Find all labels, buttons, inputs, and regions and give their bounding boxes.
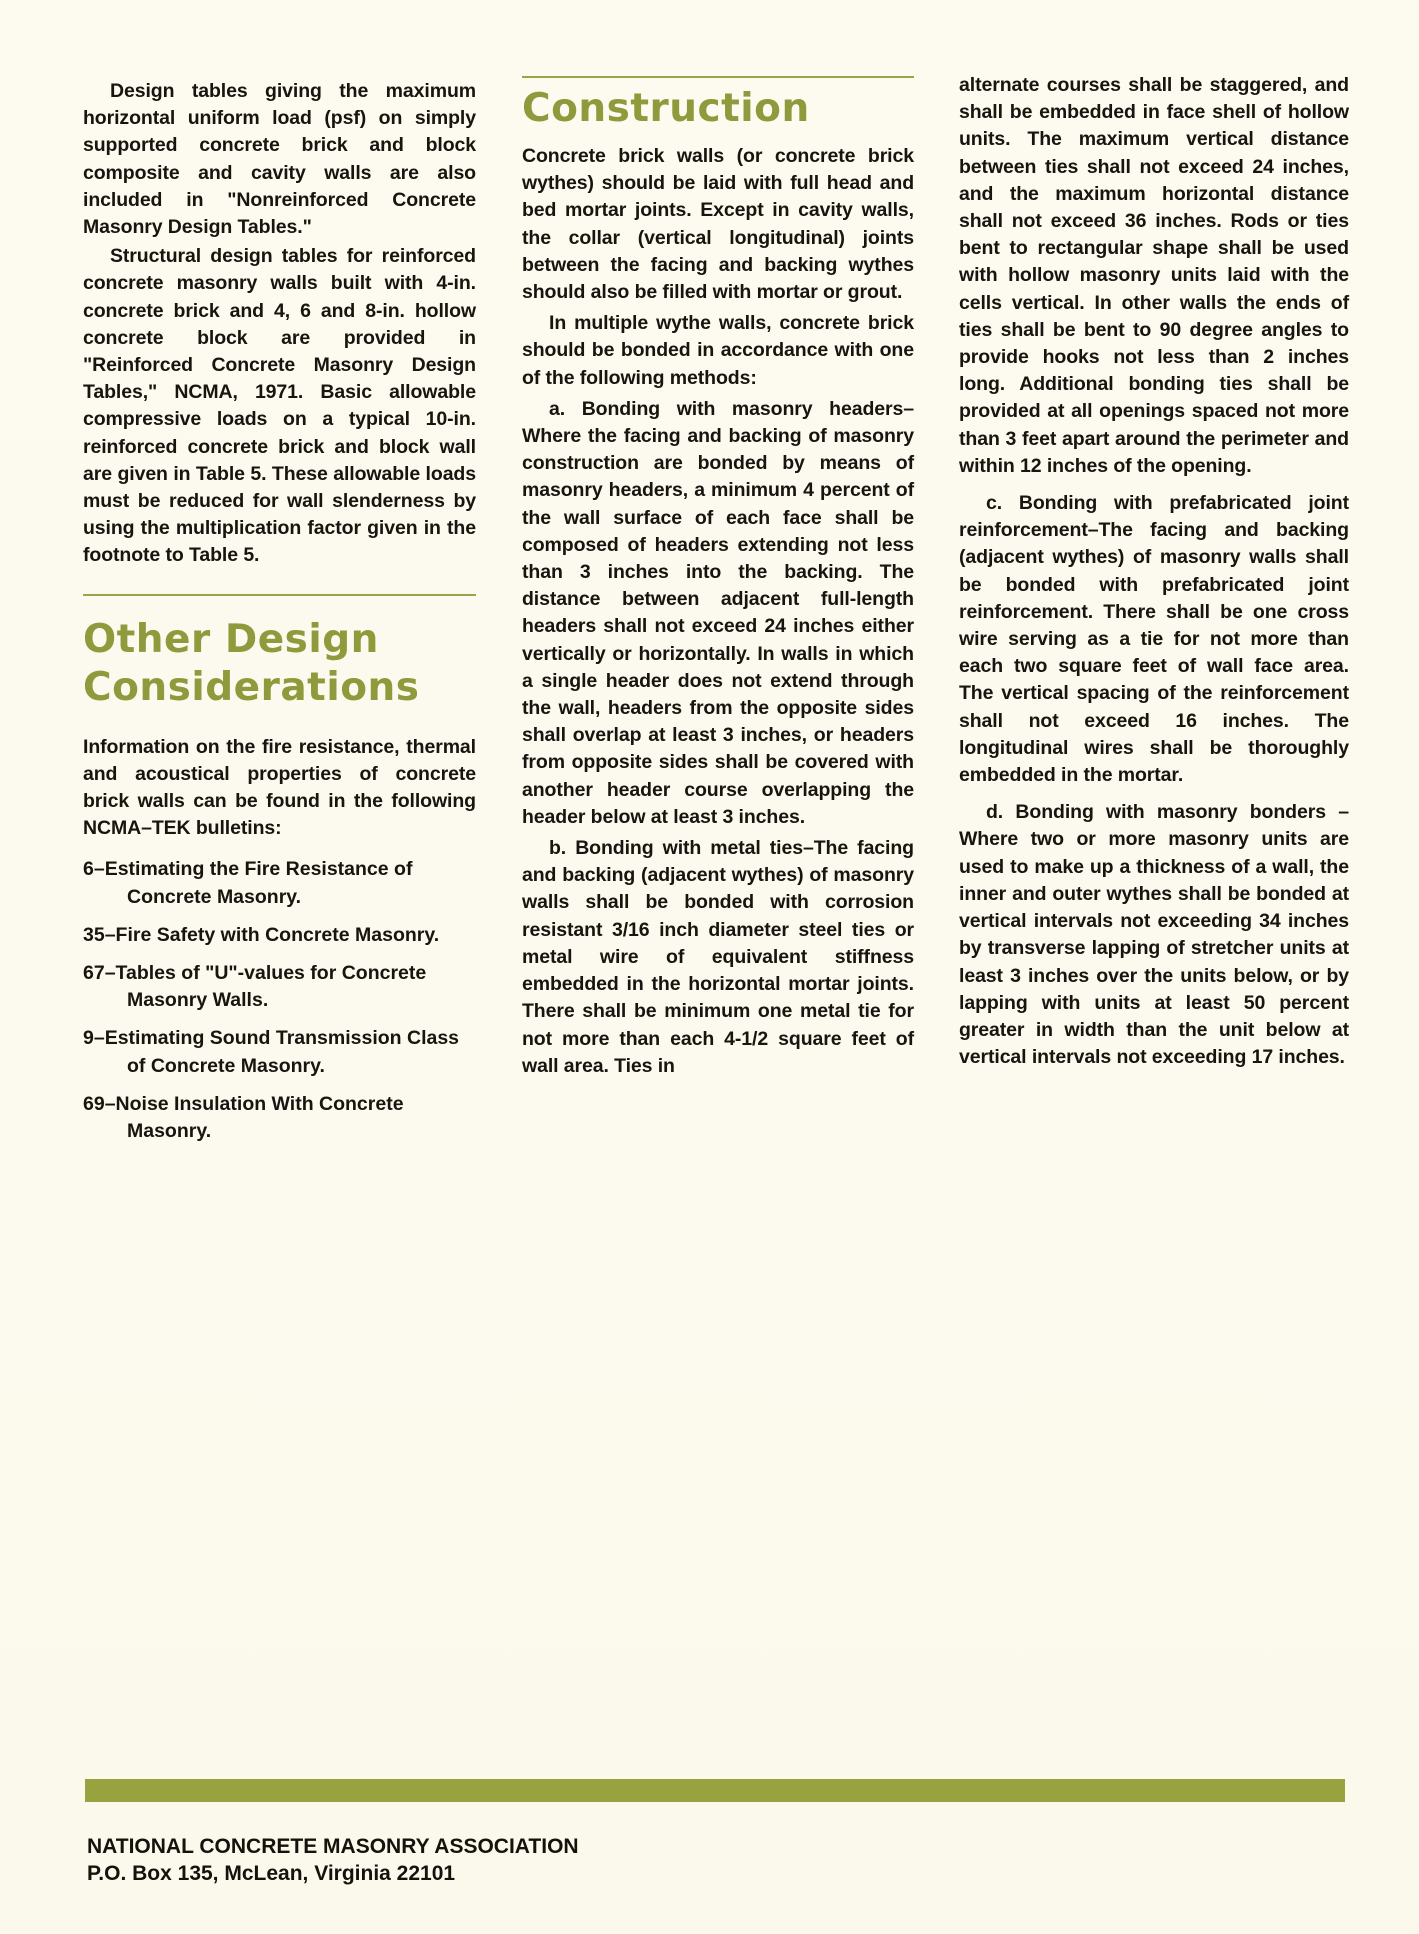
body-paragraph: In multiple wythe walls, concrete brick should be bonded in accordance with one of the following methods: — [522, 312, 914, 389]
bulletin-item: 9–Estimating Sound Transmission Class of Concrete Masonry. — [83, 1027, 460, 1077]
section-divider — [83, 594, 476, 596]
publisher-address: P.O. Box 135, McLean, Virginia 22101 — [87, 1862, 456, 1885]
body-paragraph: alternate courses shall be staggered, and shall be embedded in face shell of hollow units. The maximum vertical distance between ties shall not exceed 24 inches, and the maximum horizontal distance shall not exceed 36 inches. Rods or ties bent to rectangular shape shall be used with hollow masonry units laid with the cells vertical. In other walls the ends of ties shall be bent to 90 degree angles to provide hooks not less than 2 inches long. Additional bonding ties shall be provided at all openings spaced not more than 3 feet apart around the perimeter and within 12 inches of the opening. — [959, 74, 1349, 477]
heading-line: Considerations — [83, 664, 420, 710]
bulletin-item: 69–Noise Insulation With Concrete Masonry. — [83, 1092, 404, 1143]
section-heading-construction: Construction — [522, 86, 810, 131]
body-paragraph: Structural design tables for reinforced concrete masonry walls built with 4-in. concrete brick and 4, 6 and 8-in. hollow concrete block are provided in "Reinforced Concrete Masonry Design Tables," NCMA, 1971. Basic allowable compressive loads on a typical 10-in. reinforced concrete brick and block wall are given in Table 5. These allowable loads must be reduced for wall slenderness by using the multiplication factor given in the footnote to Table 5. — [83, 245, 476, 567]
body-paragraph: Information on the fire resistance, thermal and acoustical properties of concrete brick walls can be found in the following NCMA–TEK bulletins: — [83, 735, 476, 840]
publisher-name: NATIONAL CONCRETE MASONRY ASSOCIATION — [87, 1835, 579, 1858]
column-left — [83, 78, 476, 1156]
bulletin-item: 67–Tables of "U"-values for Concrete Masonry Walls. — [83, 962, 427, 1012]
body-paragraph: c. Bonding with prefabricated joint reinforcement–The facing and backing (adjacent wythes) of masonry walls shall be bonded with prefabricated joint reinforcement. There shall be one cross wire serving as a tie for not more than each two square feet of wall face area. The vertical spacing of the reinforcement shall not exceed 16 inches. The longitudinal wires shall be thoroughly embedded in the mortar. — [959, 492, 1349, 787]
footer-color-bar — [85, 1779, 1345, 1802]
body-paragraph: d. Bonding with masonry bonders –Where two or more masonry units are used to make up a thickness of a wall, the inner and outer wythes shall be bonded at vertical intervals not exceeding 34 inches by transverse lapping of stretcher units at least 3 inches over the units below, or by lapping with units at least 50 percent greater in width than the unit below at vertical intervals not exceeding 17 inches. — [959, 801, 1349, 1069]
section-divider — [522, 76, 914, 78]
section-heading-other-design — [83, 616, 476, 712]
publisher-footer — [87, 1833, 579, 1887]
bulletin-list — [83, 856, 476, 1145]
body-paragraph: Concrete brick walls (or concrete brick wythes) should be laid with full head and bed mortar joints. Except in cavity walls, the collar (vertical longitudinal) joints between the facing and backing wythes should also be filled with mortar or grout. — [522, 145, 914, 304]
bulletin-item: 35–Fire Safety with Concrete Masonry. — [83, 923, 440, 946]
heading-line: Other Design — [83, 616, 379, 662]
body-paragraph: a. Bonding with masonry headers–Where the facing and backing of masonry construction are bonded by means of masonry headers, a minimum 4 percent of the wall surface of each face shall be composed of headers extending not less than 3 inches into the backing. The distance between adjacent full-length headers shall not exceed 24 inches either vertically or horizontally. In walls in which a single header does not extend through the wall, headers from the opposite sides shall overlap at least 3 inches, or headers from opposite sides shall be covered with another header course overlapping the header below at least 3 inches. — [522, 397, 914, 828]
column-middle — [522, 76, 914, 1080]
body-paragraph: b. Bonding with metal ties–The facing and backing (adjacent wythes) of masonry walls shall be bonded with corrosion resistant 3/16 inch diameter steel ties or metal wire of equivalent stiffness embedded in the horizontal mortar joints. There shall be minimum one metal tie for not more than each 4-1/2 square feet of wall area. Ties in — [522, 837, 914, 1077]
column-right — [959, 72, 1349, 1071]
body-paragraph: Design tables giving the maximum horizontal uniform load (psf) on simply supported concrete brick and block composite and cavity walls are also included in "Nonreinforced Concrete Masonry Design Tables." — [83, 80, 476, 239]
bulletin-item: 6–Estimating the Fire Resistance of Concrete Masonry. — [83, 858, 413, 908]
